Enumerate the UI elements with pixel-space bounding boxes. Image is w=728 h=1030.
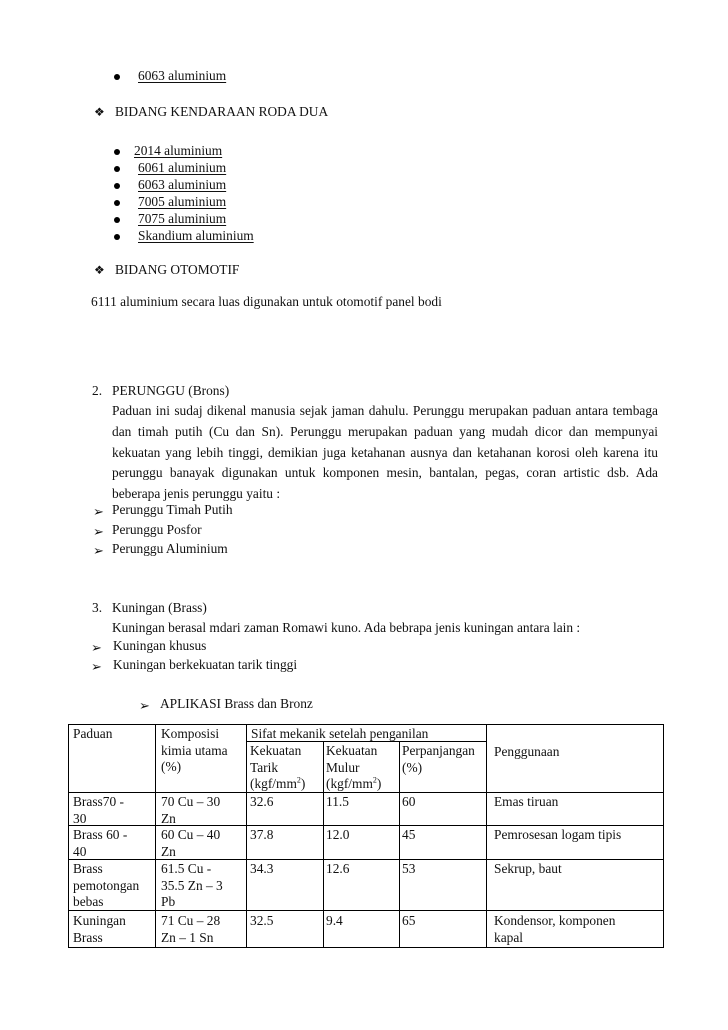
table-cell-penggunaan: Pemrosesan logam tipis [494,827,622,842]
table-border [155,724,156,948]
table-border [68,724,69,948]
table-cell-perpanjangan: 45 [402,827,416,842]
list-item-7005[interactable]: 7005 aluminium [138,194,227,209]
list-item-6063[interactable]: 6063 aluminium [138,177,227,192]
table-cell-tarik: 37.8 [250,827,274,842]
section-number: 3. [92,600,103,615]
section-brass-line: Kuningan berasal mdari zaman Romawi kuno. Ada bebrapa jenis kuningan antara lain : [112,620,581,635]
table-cell-komposisi: 60 Cu – 40 Zn [161,827,221,859]
arrow-bullet-icon: ➢ [93,504,104,519]
table-header-penggunaan: Penggunaan [494,744,560,759]
table-header-komposisi: Komposisi kimia utama (%) [161,726,228,774]
list-item-2014[interactable]: 2014 aluminium [134,143,223,158]
list-item-7075[interactable]: 7075 aluminium [138,211,227,226]
section-auto-title: BIDANG OTOMOTIF [115,262,240,277]
list-item-timah-putih: Perunggu Timah Putih [112,502,233,517]
table-header-mulur: Kekuatan Mulur $(kgf/mm^2)$ [326,743,382,791]
table-cell-mulur: 11.5 [326,794,349,809]
section-bronze-title: PERUNGGU (Brons) [112,383,230,398]
table-cell-tarik: 32.6 [250,794,274,809]
table-cell-mulur: 12.0 [326,827,350,842]
bullet-icon [114,217,120,223]
list-item-posfor: Perunggu Posfor [112,522,202,537]
bullet-icon [114,200,120,206]
list-item-kuningan-khusus: Kuningan khusus [113,638,207,653]
table-cell-penggunaan: Emas tiruan [494,794,559,809]
table-cell-perpanjangan: 65 [402,913,416,928]
section-bronze-paragraph: Paduan ini sudaj dikenal manusia sejak jaman dahulu. Perunggu merupakan paduan antara tembaga dan timah putih (Cu dan Sn). Perunggu merupakan paduan yang mudah dicor dan mempunyai kekuatan yang lebih tinggi, demikian juga ketahanan ausnya dan ketahanan korosi oleh karena itu perunggu banayak digunakan untuk komponen mesin, bantalan, pegas, coran artistic dsb. Ada beberapa jenis perunggu yaitu : [112,403,658,502]
table-border [663,724,664,948]
list-item-6061[interactable]: 6061 aluminium [138,160,227,175]
bullet-icon [114,166,120,172]
bullet-icon [114,74,120,80]
table-cell-mulur: 9.4 [326,913,343,928]
diamond-bullet-icon: ❖ [94,263,105,277]
bullet-icon [114,149,120,155]
section-auto-text: 6111 aluminium secara luas digunakan untuk otomotif panel bodi [91,294,442,309]
table-cell-paduan: Brass 60 - 40 [73,827,128,859]
section-number: 2. [92,383,103,398]
table-border [68,947,664,948]
table-cell-paduan: Brass pemotongan bebas [73,861,140,909]
table-cell-komposisi: 61.5 Cu - 35.5 Zn – 3 Pb [161,861,223,909]
table-cell-tarik: 32.5 [250,913,274,928]
table-cell-perpanjangan: 53 [402,861,416,876]
table-border [399,741,400,948]
section-brass-title: Kuningan (Brass) [112,600,207,615]
table-border [68,724,664,725]
arrow-bullet-icon: ➢ [139,698,150,713]
arrow-bullet-icon: ➢ [91,640,102,655]
table-border [68,910,664,911]
table-header-perpanjangan: Perpanjangan (%) [402,743,475,775]
table-border [68,859,664,860]
list-item-6063-top[interactable]: 6063 aluminium [138,68,227,83]
bullet-icon [114,234,120,240]
table-cell-komposisi: 71 Cu – 28 Zn – 1 Sn [161,913,221,945]
diamond-bullet-icon: ❖ [94,105,105,119]
arrow-bullet-icon: ➢ [93,524,104,539]
arrow-bullet-icon: ➢ [93,543,104,558]
application-heading: APLIKASI Brass dan Bronz [160,696,313,711]
table-cell-penggunaan: Kondensor, komponen kapal [494,913,616,945]
table-cell-penggunaan: Sekrup, baut [494,861,562,876]
table-cell-komposisi: 70 Cu – 30 Zn [161,794,221,826]
arrow-bullet-icon: ➢ [91,659,102,674]
table-border [246,724,247,948]
bullet-icon [114,183,120,189]
list-item-skandium[interactable]: Skandium aluminium [138,228,254,243]
table-header-paduan: Paduan [73,726,113,741]
brass-bronze-table [68,724,664,948]
table-header-sifat: Sifat mekanik setelah penganilan [251,726,429,741]
table-cell-perpanjangan: 60 [402,794,416,809]
list-item-kuningan-tarik: Kuningan berkekuatan tarik tinggi [113,657,298,672]
table-header-tarik: Kekuatan Tarik $(kgf/mm^2)$ [250,743,306,791]
table-cell-paduan: Kuningan Brass [73,913,126,945]
table-border [486,724,487,948]
table-cell-paduan: Brass70 - 30 [73,794,124,826]
table-border [68,825,664,826]
table-cell-mulur: 12.6 [326,861,350,876]
section-motor-title: BIDANG KENDARAAN RODA DUA [115,104,329,119]
table-cell-tarik: 34.3 [250,861,274,876]
list-item-aluminium: Perunggu Aluminium [112,541,228,556]
table-border [323,741,324,948]
